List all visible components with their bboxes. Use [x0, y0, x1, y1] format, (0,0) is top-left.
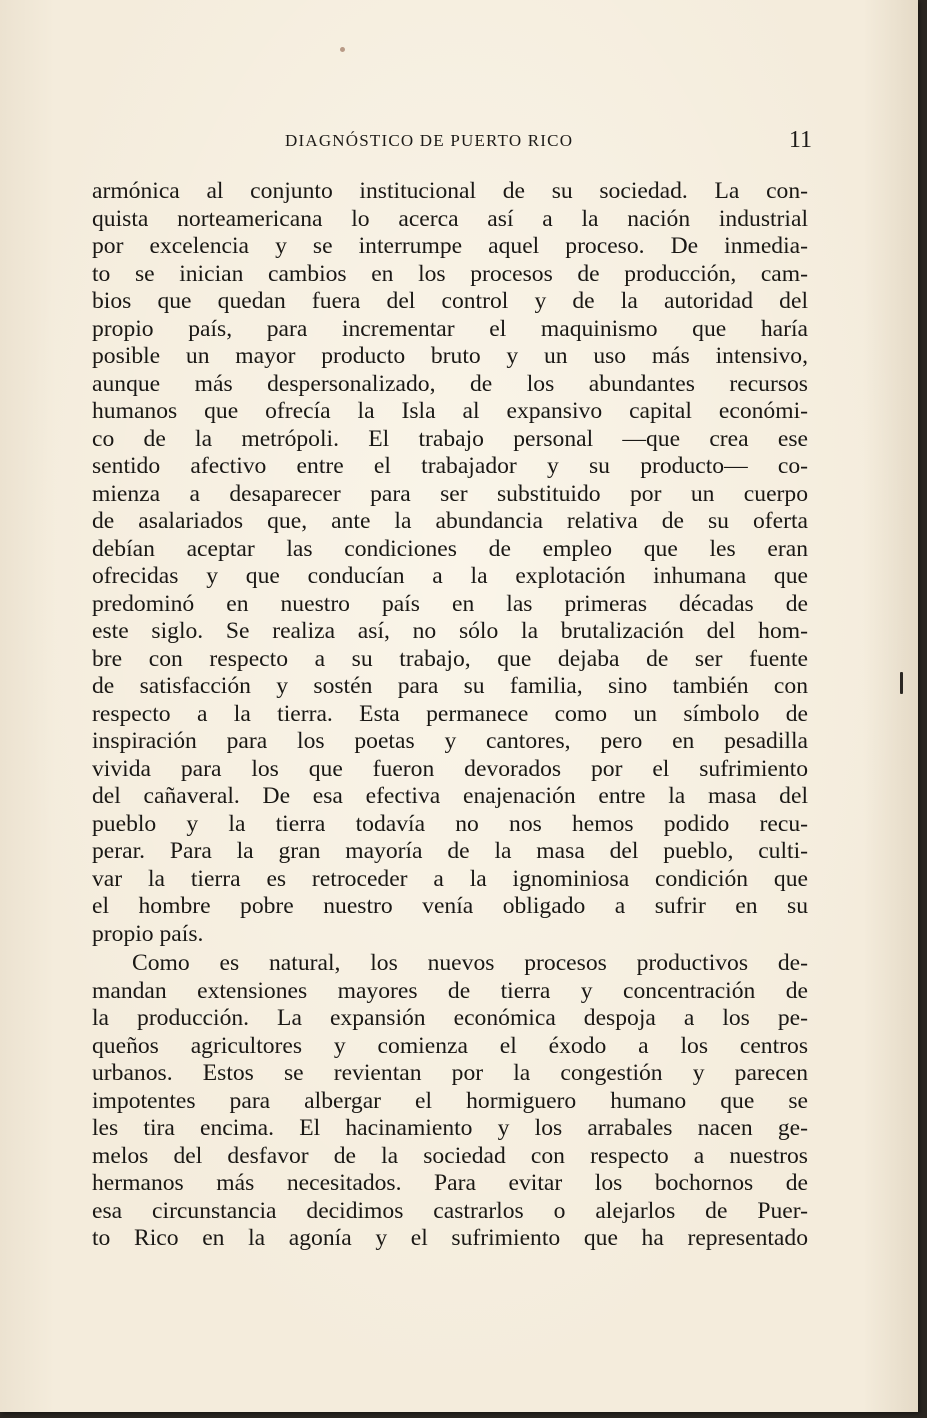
text-line: la producción. La expansión económica despoja a los pe-: [92, 1005, 808, 1031]
text-line: bre con respecto a su trabajo, que dejaba de ser fuente: [92, 645, 808, 672]
text-line: melos del desfavor de la sociedad con respecto a nuestros: [92, 1142, 808, 1169]
text-line: impotentes para albergar el hormiguero humano que se: [92, 1087, 808, 1114]
running-head: [95, 127, 812, 157]
text-line: propio país, para incrementar el maquinismo que haría: [92, 315, 808, 342]
text-line: inspiración para los poetas y cantores, pero en pesadilla: [92, 728, 808, 754]
text-line: to se inician cambios en los procesos de producción, cam-: [92, 260, 808, 287]
text-line: var la tierra es retroceder a la ignominiosa condición que: [92, 865, 808, 892]
text-line: aunque más despersonalizado, de los abundantes recursos: [92, 370, 808, 397]
text-line: queños agricultores y comienza el éxodo a los centros: [92, 1032, 808, 1059]
text-line: bios que quedan fuera del control y de la autoridad del: [92, 288, 808, 314]
text-line: ofrecidas y que conducían a la explotación inhumana que: [92, 563, 808, 589]
paragraph-2: [92, 950, 808, 1253]
text-line: perar. Para la gran mayoría de la masa del pueblo, culti-: [92, 838, 808, 864]
text-line: quista norteamericana lo acerca así a la nación industrial: [92, 205, 808, 232]
text-line: debían aceptar las condiciones de empleo que les eran: [92, 535, 808, 562]
text-line: del cañaveral. De esa efectiva enajenación entre la masa del: [92, 783, 808, 809]
page-number: 11: [788, 127, 812, 153]
text-line: co de la metrópoli. El trabajo personal —que crea ese: [92, 425, 808, 452]
paragraph-1: [92, 178, 808, 948]
text-line: propio país.: [92, 920, 204, 947]
text-line: de satisfacción y sostén para su familia, sino también con: [92, 673, 808, 699]
text-line: to Rico en la agonía y el sufrimiento que ha representado: [92, 1225, 808, 1251]
text-line: les tira encima. El hacinamiento y los arrabales nacen ge-: [92, 1115, 808, 1141]
margin-mark: [900, 672, 903, 694]
text-line: por excelencia y se interrumpe aquel proceso. De inmedia-: [92, 233, 808, 259]
running-title: DIAGNÓSTICO DE PUERTO RICO: [285, 131, 574, 150]
text-line: mienza a desaparecer para ser substituido por un cuerpo: [92, 480, 808, 507]
text-line: respecto a la tierra. Esta permanece como un símbolo de: [92, 700, 808, 727]
text-line: urbanos. Estos se revientan por la congestión y parecen: [92, 1060, 808, 1086]
text-line: mandan extensiones mayores de tierra y concentración de: [92, 977, 808, 1004]
text-line: humanos que ofrecía la Isla al expansivo capital económi-: [92, 398, 808, 424]
text-line: pueblo y la tierra todavía no nos hemos podido recu-: [92, 810, 808, 837]
text-line: el hombre pobre nuestro venía obligado a sufrir en su: [92, 893, 808, 919]
text-line: Como es natural, los nuevos procesos productivos de-: [132, 950, 808, 976]
text-line: armónica al conjunto institucional de su sociedad. La con-: [92, 178, 808, 204]
text-line: posible un mayor producto bruto y un uso más intensivo,: [92, 343, 808, 369]
text-line: hermanos más necesitados. Para evitar los bochornos de: [92, 1170, 808, 1196]
text-line: de asalariados que, ante la abundancia relativa de su oferta: [92, 508, 808, 534]
text-line: sentido afectivo entre el trabajador y su producto— co-: [92, 453, 808, 479]
text-line: predominó en nuestro país en las primeras décadas de: [92, 590, 808, 617]
text-line: este siglo. Se realiza así, no sólo la brutalización del hom-: [92, 618, 808, 644]
paper-speck: [340, 47, 345, 52]
text-line: vivida para los que fueron devorados por el sufrimiento: [92, 755, 808, 782]
text-line: esa circunstancia decidimos castrarlos o alejarlos de Puer-: [92, 1197, 808, 1224]
body-text: [92, 178, 808, 1253]
